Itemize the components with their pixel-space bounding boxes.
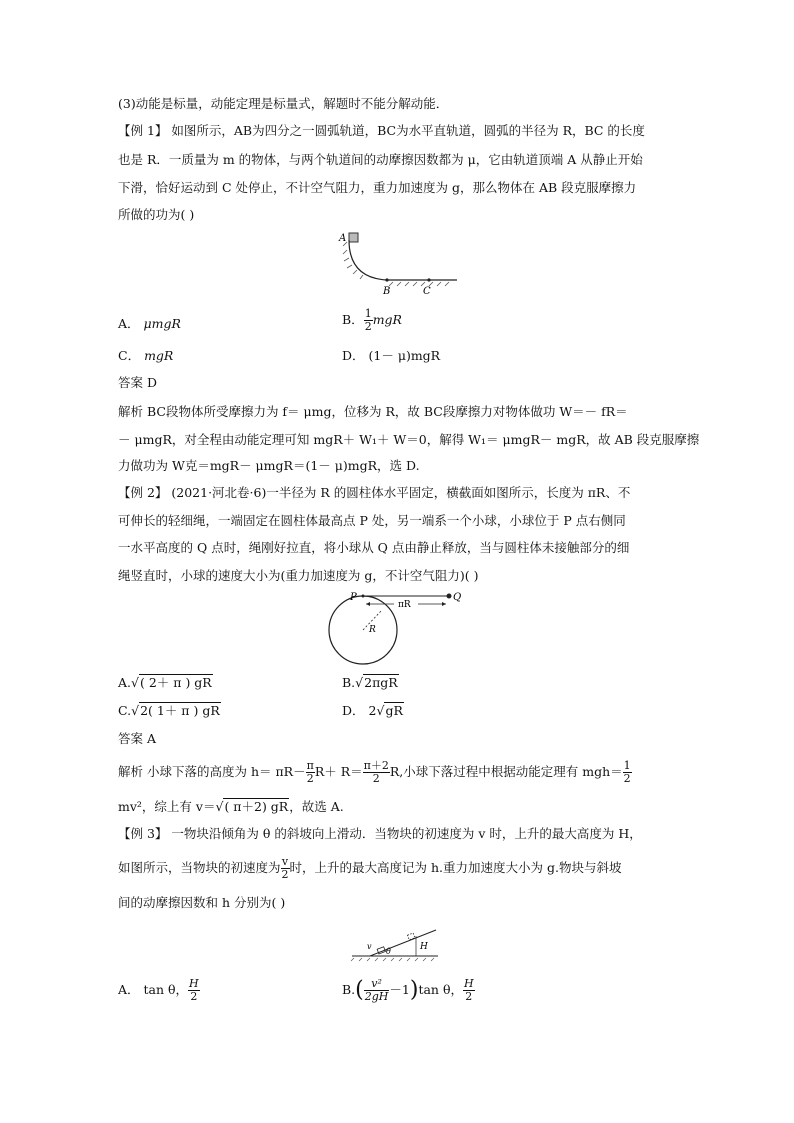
analysis-line: 力做功为 W克＝mgR－ μmgR＝(1－ μ)mgR，选 D. [118, 458, 420, 473]
analysis-line: － μmgR，对全程由动能定理可知 mgR＋ W₁＋ W＝0，解得 W₁＝ μmgR－ mgR，故 AB 段克服摩擦 [118, 432, 700, 447]
block-shape [349, 233, 358, 242]
example2-title: 【例 2】 (2021·河北卷·6)一半径为 R 的圆柱体水平固定，横截面如图所示，长度为 πR、不 [118, 485, 631, 500]
label-q: Q [453, 592, 462, 603]
figure-arc-track [335, 228, 460, 298]
text-line: 也是 R．一质量为 m 的物体，与两个轨道间的动摩擦因数都为 μ，它由轨道顶端 A 从静止开始 [118, 152, 643, 167]
label-c: C [423, 286, 431, 297]
option-a: A.√( 2＋ π ) gR [118, 675, 212, 690]
answer: 答案 A [118, 731, 157, 746]
example3-title: 【例 3】 一物块沿倾角为 θ 的斜坡向上滑动．当物块的初速度为 v 时，上升的最大高度为 H， [118, 826, 642, 841]
text-line: 如图所示，当物块的初速度为 $\frac{v}{2}$ 时，上升的最大高度记为 h.重力加速度大小为 g.物块与斜坡 [118, 855, 622, 881]
label-v: v [367, 942, 372, 951]
option-b: B． $\frac{1}{2}$ mgR [342, 307, 402, 333]
text-line: (3)动能是标量，动能定理是标量式，解题时不能分解动能． [118, 96, 449, 111]
option-c: C． mgR [118, 348, 174, 363]
label-p: P [350, 592, 357, 603]
text-line: 绳竖直时，小球的速度大小为(重力加速度为 g，不计空气阻力)( ) [118, 568, 479, 583]
analysis-line: 解析 BC段物体所受摩擦力为 f＝ μmg，位移为 R，故 BC段摩擦力对物体做功 W＝－ fR＝ [118, 404, 628, 419]
text-line: 下滑，恰好运动到 C 处停止，不计空气阻力，重力加速度为 g，那么物体在 AB 段克服摩擦力 [118, 180, 637, 195]
figure-incline [350, 924, 442, 962]
label-theta: θ [386, 947, 391, 956]
label-length: πR [398, 600, 411, 610]
label-h: H [420, 942, 428, 952]
label-r: R [369, 625, 376, 635]
track-line [349, 240, 457, 280]
option-d: D． (1－ μ)mgR [342, 348, 441, 363]
answer: 答案 D [118, 375, 157, 390]
option-b: B.( $\frac{\text{v²}}{2gH}$ －1)tan θ， $\frac{H}{2}$ [342, 977, 474, 1003]
text-line: 一水平高度的 Q 点时，绳刚好拉直，将小球从 Q 点由静止释放，当与圆柱体未接触部分的细 [118, 540, 630, 555]
option-a: A． μmgR [118, 316, 181, 331]
option-d: D． 2√gR [342, 703, 403, 718]
analysis-line: mv²，综上有 v＝√( π＋2) gR，故选 A. [118, 799, 344, 814]
option-c: C.√2( 1＋ π ) gR [118, 703, 220, 718]
option-a: A． tan θ， $\frac{H}{2}$ [118, 977, 199, 1003]
option-b: B.√2πgR [342, 675, 398, 690]
analysis-line: 解析 小球下落的高度为 h＝ πR－ $\frac{\pi}{2}$ R＋ R＝ $\frac{\pi+2}{2}$ R,小球下落过程中根据动能定理有 mgh＝ $\frac{1}{2}$ [118, 759, 631, 785]
label-b: B [383, 286, 391, 297]
text-line: 所做的功为( ) [118, 207, 195, 222]
ball [447, 594, 452, 599]
text-line: 间的动摩擦因数和 h 分别为( ) [118, 895, 286, 910]
label-a: A [339, 233, 347, 244]
text-line: 可伸长的轻细绳，一端固定在圆柱体最高点 P 处，另一端系一个小球，小球位于 P 点右侧同 [118, 513, 626, 528]
example1-title: 【例 1】 如图所示，AB为四分之一圆弧轨道，BC为水平直轨道，圆弧的半径为 R，BC 的长度 [118, 123, 645, 138]
figure-cylinder [322, 590, 472, 670]
